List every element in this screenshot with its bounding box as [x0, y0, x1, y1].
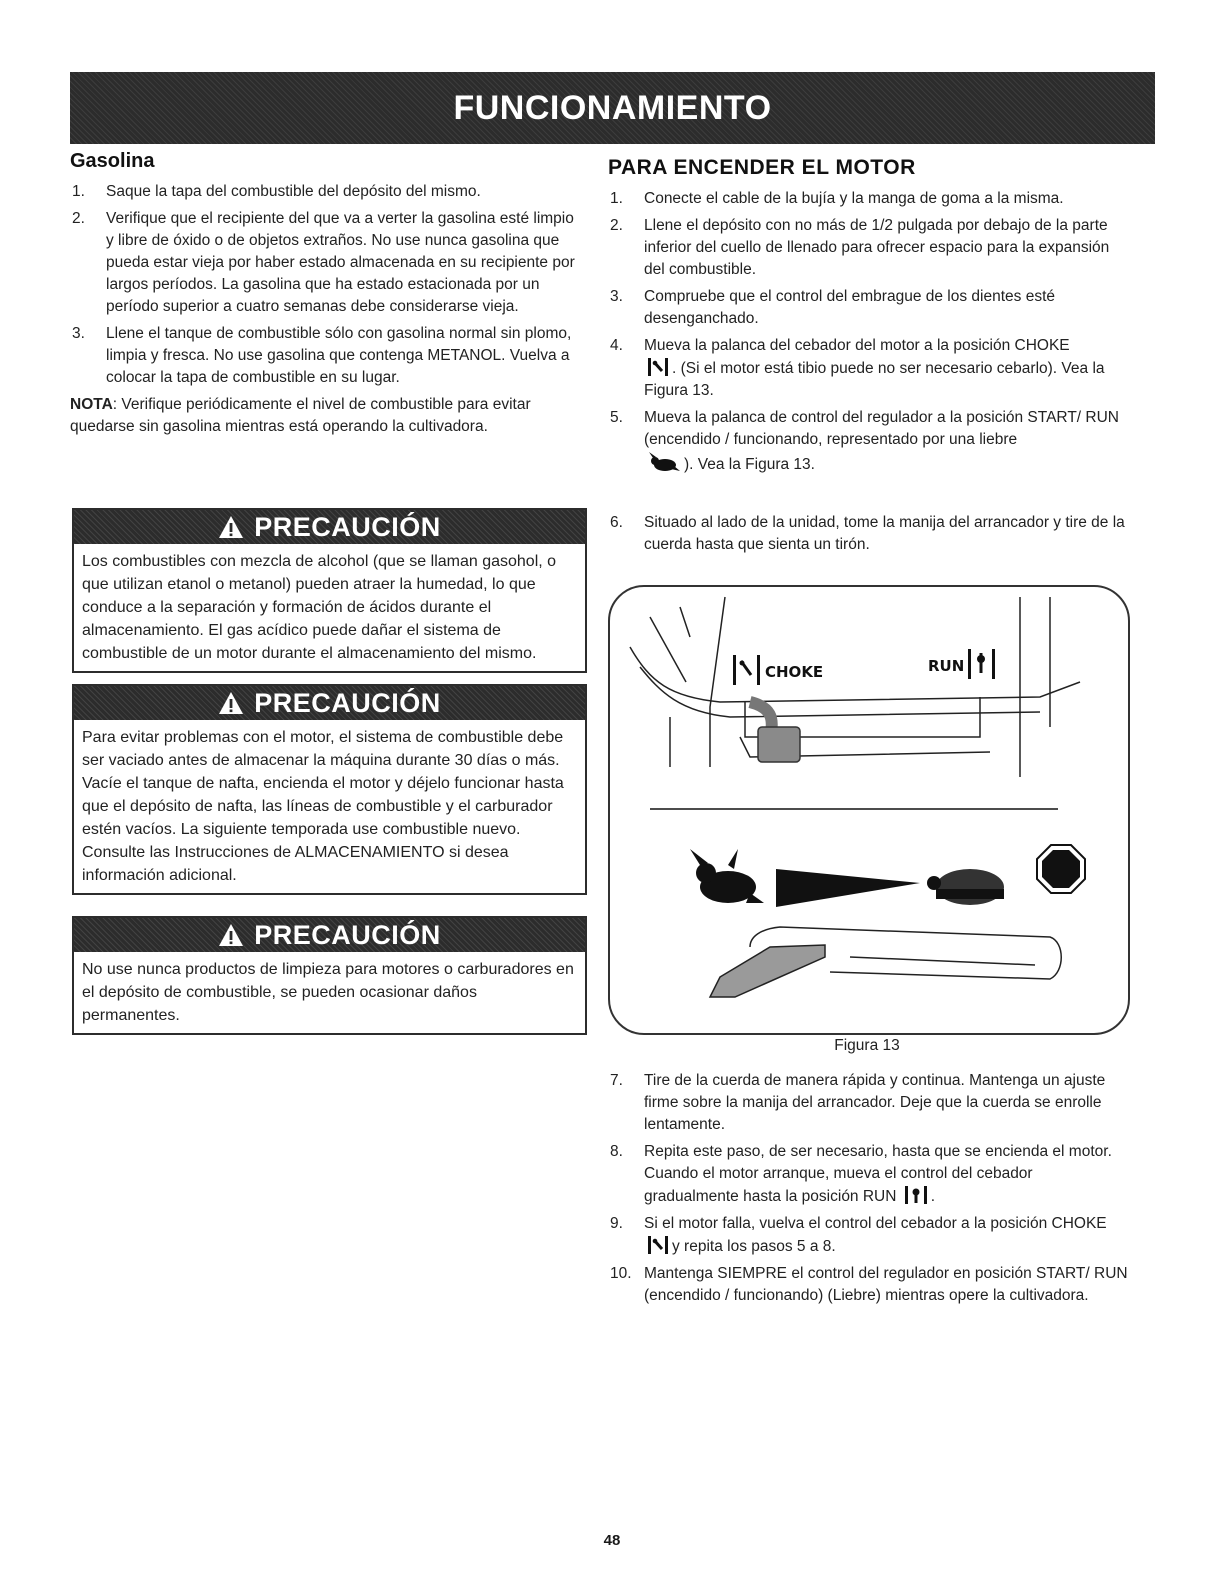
- warning-header: [74, 510, 585, 544]
- step-text: Llene el tanque de combustible sólo con gasolina normal sin plomo, limpia y fresca. No use gasolina que contenga METANOL. Vuelva a colocar la tapa de combustible en su lugar.: [106, 325, 572, 386]
- list-item: [608, 335, 1128, 402]
- list-item: [608, 512, 1128, 556]
- step-number: 1.: [72, 183, 85, 200]
- step-number: 9.: [610, 1215, 623, 1232]
- list-item: [608, 188, 1128, 210]
- rabbit-icon: [647, 451, 681, 473]
- choke-symbol-icon: [647, 357, 669, 377]
- gasolina-note: [70, 394, 585, 438]
- step-number: 2.: [610, 217, 623, 234]
- step-text: ). Vea la Figura 13.: [684, 456, 815, 473]
- warning-text: Los combustibles con mezcla de alcohol (que se llaman gasohol, o que utilizan etanol o metanol) pueden atraer la humedad, lo que conduce a la separación y formación de ácidos durante el almacenamiento. El gas acídico puede dañar el sistema de combustible de un motor durante el almacenamiento del mismo.: [82, 553, 557, 662]
- figure-caption: Figura 13: [834, 1037, 900, 1054]
- step-number: 4.: [610, 337, 623, 354]
- list-item: [608, 407, 1128, 476]
- encender-steps-end: [608, 1070, 1128, 1307]
- encender-step6: [608, 512, 1128, 561]
- section-banner: [70, 72, 1155, 144]
- gasolina-heading: Gasolina: [70, 150, 155, 172]
- figure-13: [608, 585, 1130, 1035]
- throttle-lever-illustration: [710, 927, 1061, 997]
- step-number: 7.: [610, 1072, 623, 1089]
- step-number: 3.: [72, 325, 85, 342]
- warning-triangle-icon: [218, 515, 244, 539]
- list-item: [608, 1141, 1128, 1208]
- warning-title: PRECAUCIÓN: [254, 688, 441, 718]
- list-item: [608, 286, 1128, 330]
- gasolina-steps: [70, 181, 585, 389]
- list-item: [608, 1213, 1128, 1258]
- step-text: Llene el depósito con no más de 1/2 pulgada por debajo de la parte inferior del cuello de llenado para ofrecer espacio para la expansión del combustible.: [644, 217, 1110, 278]
- warning-header: [74, 918, 585, 952]
- step-text: Si el motor falla, vuelva el control del cebador a la posición CHOKE: [644, 1215, 1107, 1232]
- warning-text: Para evitar problemas con el motor, el sistema de combustible debe ser vaciado antes de almacenar la máquina durante 30 días o más. Vacíe el tanque de nafta, encienda el motor y déjelo funcionar hasta que el depósito de nafta, las líneas de combustible y el carburador estén vacíos. La siguiente temporada use combustible nuevo. Consulte las Instrucciones de ALMACENAMIENTO si desea información adicional.: [82, 729, 564, 884]
- step-text: Conecte el cable de la bujía y la manga de goma a la misma.: [644, 190, 1064, 207]
- step-text: .: [930, 1188, 936, 1205]
- step-text: Verifique que el recipiente del que va a verter la gasolina esté limpio y libre de óxido o de objetos extraños. No use nunca gasolina que pueda estar vieja por haber estado almacenada en su recipiente por largos períodos. La gasolina que ha estado estacionada por un período superior a cuatro semanas debe considerarse vieja.: [106, 210, 575, 315]
- banner-title: FUNCIONAMIENTO: [453, 89, 772, 127]
- list-item: [608, 1070, 1128, 1136]
- step-text: y repita los pasos 5 a 8.: [672, 1238, 836, 1255]
- choke-label-group: [733, 649, 995, 685]
- warning-triangle-icon: [218, 923, 244, 947]
- run-symbol-icon: [904, 1185, 928, 1205]
- step-number: 2.: [72, 210, 85, 227]
- list-item: [70, 208, 585, 318]
- warning-title: PRECAUCIÓN: [254, 920, 441, 950]
- step-number: 6.: [610, 514, 623, 531]
- step-number: 3.: [610, 288, 623, 305]
- encender-section: [608, 150, 1128, 481]
- choke-label: CHOKE: [765, 663, 824, 681]
- step-text: Mueva la palanca de control del regulador a la posición START/ RUN (encendido / funcionando, representado por una liebre: [644, 409, 1120, 448]
- step-text: . (Si el motor está tibio puede no ser necesario cebarlo). Vea la Figura 13.: [644, 360, 1105, 399]
- run-label: RUN: [928, 657, 965, 675]
- step-number: 1.: [610, 190, 623, 207]
- step-text: Tire de la cuerda de manera rápida y continua. Mantenga un ajuste firme sobre la manija del arrancador. Deje que la cuerda se enrolle lentamente.: [644, 1072, 1106, 1133]
- warning-box-alcohol: [72, 508, 587, 673]
- encender-heading: PARA ENCENDER EL MOTOR: [608, 156, 916, 179]
- throttle-illustration: [610, 587, 1128, 1033]
- speed-wedge-icon: [776, 869, 920, 907]
- warning-header: [74, 686, 585, 720]
- list-item: [70, 323, 585, 389]
- warning-triangle-icon: [218, 691, 244, 715]
- choke-symbol-icon: [647, 1235, 669, 1255]
- warning-box-cleaners: [72, 916, 587, 1035]
- step-text: Mueva la palanca del cebador del motor a la posición CHOKE: [644, 337, 1070, 354]
- warning-box-storage: [72, 684, 587, 895]
- step-number: 5.: [610, 409, 623, 426]
- warning-text: No use nunca productos de limpieza para motores o carburadores en el depósito de combustible, se pueden ocasionar daños permanentes.: [82, 961, 574, 1024]
- step-text: Situado al lado de la unidad, tome la manija del arrancador y tire de la cuerda hasta que sienta un tirón.: [644, 514, 1125, 553]
- list-item: [608, 215, 1128, 281]
- list-item: [70, 181, 585, 203]
- warning-title: PRECAUCIÓN: [254, 512, 441, 542]
- stop-sign-icon: [1037, 845, 1085, 893]
- encender-steps-top: [608, 188, 1128, 476]
- encender-steps-mid: [608, 512, 1128, 556]
- page-number: 48: [603, 1532, 621, 1549]
- turtle-symbol-icon: [927, 869, 1004, 905]
- step-text: Mantenga SIEMPRE el control del regulador en posición START/ RUN (encendido / funcionando) (Liebre) mientras opere la cultivadora.: [644, 1265, 1128, 1304]
- step-number: 8.: [610, 1143, 623, 1160]
- note-label: NOTA: [70, 396, 113, 413]
- step-number: 10.: [610, 1265, 632, 1282]
- rabbit-symbol-icon: [690, 849, 764, 903]
- step-text: Repita este paso, de ser necesario, hasta que se encienda el motor. Cuando el motor arranque, mueva el control del cebador gradualmente hasta la posición RUN: [644, 1143, 1112, 1205]
- gasolina-section: [70, 150, 585, 438]
- step-text: Saque la tapa del combustible del depósito del mismo.: [106, 183, 481, 200]
- note-text: : Verifique periódicamente el nivel de combustible para evitar quedarse sin gasolina mientras está operando la cultivadora.: [70, 396, 531, 435]
- step-text: Compruebe que el control del embrague de los dientes esté desenganchado.: [644, 288, 1056, 327]
- list-item: [608, 1263, 1128, 1307]
- encender-steps-bottom: [608, 1070, 1128, 1312]
